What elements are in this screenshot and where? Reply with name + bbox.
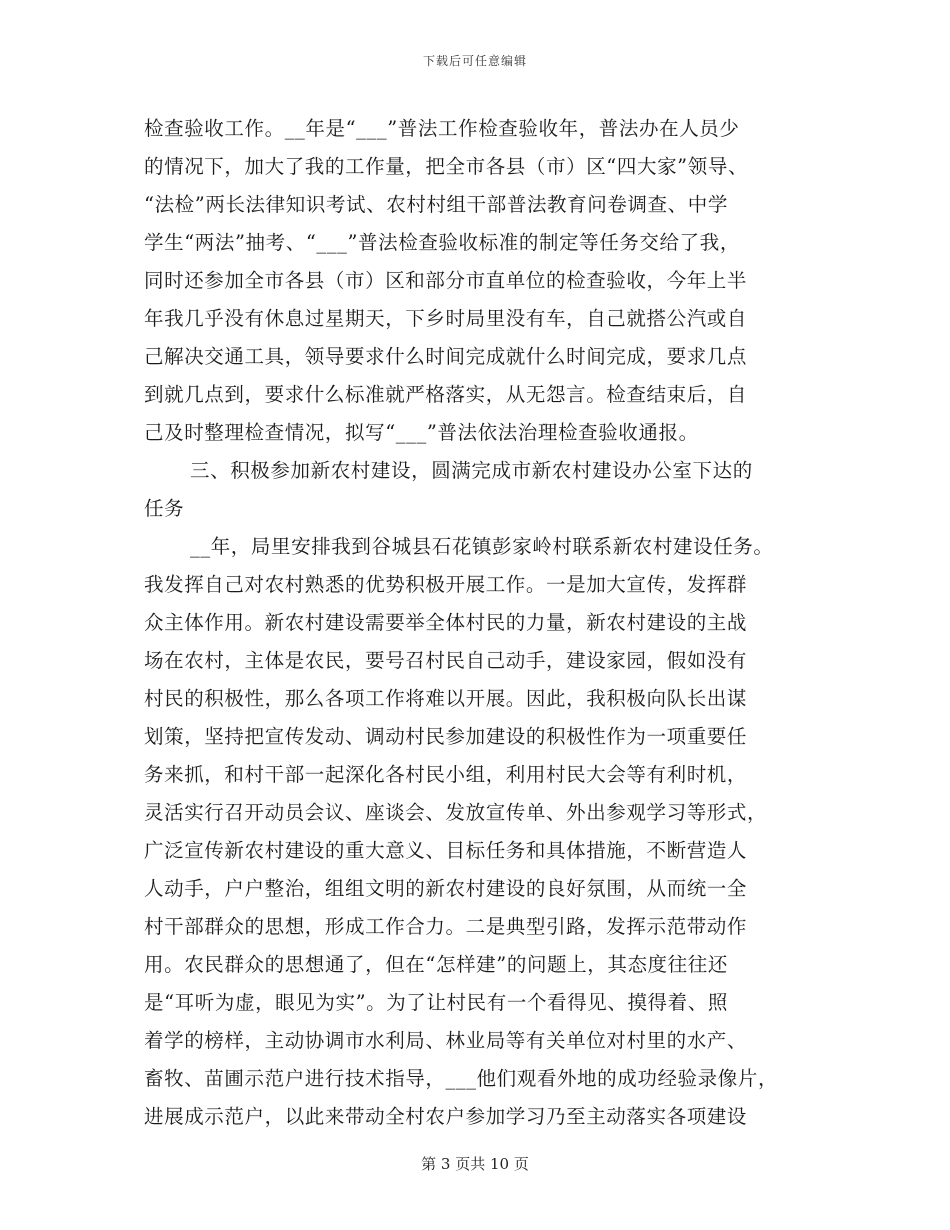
section-heading-continued: 任务 [144, 497, 185, 520]
text-line: “法检”两长法律知识考试、农村村组干部普法教育问卷调查、中学 [144, 193, 728, 216]
text-line: 的情况下，加大了我的工作量，把全市各县（市）区“四大家”领导、 [144, 155, 749, 178]
text-line: 划策，坚持把宣传发动、调动村民参加建设的积极性作为一项重要任 [144, 725, 748, 748]
document-body [144, 110, 834, 1136]
text-line: 场在农村，主体是农民，要号召村民自己动手，建设家园，假如没有 [144, 649, 748, 672]
paragraph-start: __年，局里安排我到谷城县石花镇彭家岭村联系新农村建设任务。 [190, 535, 774, 558]
text-line: 用。农民群众的思想通了，但在“怎样建”的问题上，其态度往往还 [144, 953, 728, 976]
text-line: 年我几乎没有休息过星期天，下乡时局里没有车，自己就搭公汽或自 [144, 307, 748, 330]
text-line: 进展成示范户，以此来带动全村农户参加学习乃至主动落实各项建设 [144, 1105, 748, 1128]
text-line: 务来抓，和村干部一起深化各村民小组，利用村民大会等有利时机， [144, 763, 748, 786]
text-line: 学生“两法”抽考、“___”普法检查验收标准的制定等任务交给了我， [144, 231, 740, 254]
text-line: 人动手，户户整治，组组文明的新农村建设的良好氛围，从而统一全 [144, 877, 748, 900]
text-line: 己解决交通工具，领导要求什么时间完成就什么时间完成，要求几点 [144, 345, 748, 368]
text-line: 我发挥自己对农村熟悉的优势积极开展工作。一是加大宣传，发挥群 [144, 573, 748, 596]
text-line: 检查验收工作。__年是“___”普法工作检查验收年，普法办在人员少 [144, 117, 740, 140]
text-line: 是“耳听为虚，眼见为实”。为了让村民有一个看得见、摸得着、照 [144, 991, 728, 1014]
page-number: 第 3 页共 10 页 [421, 1155, 529, 1173]
text-line: 众主体作用。新农村建设需要举全体村民的力量，新农村建设的主战 [144, 611, 748, 634]
section-heading: 三、积极参加新农村建设，圆满完成市新农村建设办公室下达的 [190, 459, 753, 482]
page-header: 下载后可任意编辑 [422, 54, 527, 68]
text-line: 村民的积极性，那么各项工作将难以开展。因此，我积极向队长出谋 [144, 687, 748, 710]
text-line: 己及时整理检查情况，拟写“___”普法依法治理检查验收通报。 [144, 421, 699, 444]
text-line: 同时还参加全市各县（市）区和部分市直单位的检查验收，今年上半 [144, 269, 748, 292]
text-line: 村干部群众的思想，形成工作合力。二是典型引路，发挥示范带动作 [144, 915, 748, 938]
text-line: 着学的榜样，主动协调市水利局、林业局等有关单位对村里的水产、 [144, 1029, 748, 1052]
text-line: 灵活实行召开动员会议、座谈会、发放宣传单、外出参观学习等形式， [144, 801, 768, 824]
text-line: 到就几点到，要求什么标准就严格落实，从无怨言。检查结束后，自 [144, 383, 748, 406]
text-line: 广泛宣传新农村建设的重大意义、目标任务和具体措施，不断营造人 [144, 839, 748, 862]
text-line: 畜牧、苗圃示范户进行技术指导，___他们观看外地的成功经验录像片， [144, 1067, 779, 1090]
